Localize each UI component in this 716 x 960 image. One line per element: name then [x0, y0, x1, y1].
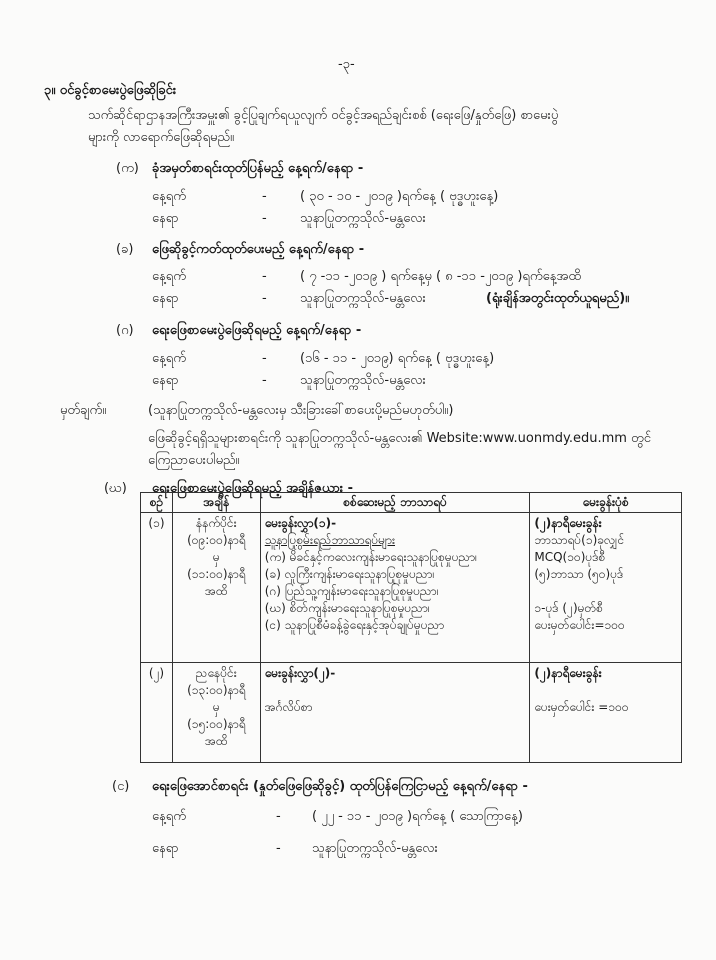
note-line-3: ကြေညာပေးပါမည်။	[148, 453, 240, 468]
item-nga-marker: (င)	[112, 779, 130, 794]
item-ka-place-label: နေရာ	[152, 211, 179, 226]
subject-item: (င) သူနာပြုစီမံခန့်ခွဲရေးနှင့်အုပ်ချုပ်မှုပညာ	[264, 618, 445, 632]
item-ga-place-value: သူနာပြုတက္ကသိုလ်-မန္တလေး	[300, 373, 426, 388]
item-nga-date-value: ( ၂၂ - ၁၁ - ၂၀၁၉ )ရက်နေ့ ( သောကြာနေ့)	[312, 809, 523, 824]
dash: -	[262, 189, 267, 204]
item-ga-date-value: (၁၆ - ၁၁ - ၂၀၁၉) ရက်နေ့ ( ဗုဒ္ဓဟူးနေ့)	[300, 351, 495, 366]
item-ga-heading: ရေးဖြေစာမေးပွဲဖြေဆိုရမည့် နေ့ရက်/နေရာ -	[152, 323, 362, 338]
format-line: MCQ(၁၀)ပုဒ်စီ	[534, 550, 606, 564]
intro-line-2: များကို လာရောက်ဖြေဆိုရမည်။	[88, 130, 234, 145]
item-gha-heading: ရေးဖြေစာမေးပွဲဖြေဆိုရမည့် အချိန်ဇယား -	[152, 481, 354, 496]
header-time: အချိန်	[172, 493, 260, 513]
item-ka-place-value: သူနာပြုတက္ကသိုလ်-မန္တလေး	[300, 211, 426, 226]
item-ka-heading: ခုံအမှတ်စာရင်းထုတ်ပြန်မည့် နေ့ရက်/နေရာ -	[152, 161, 364, 176]
note-line-2: ဖြေဆိုခွင့်ရရှိသူများစာရင်းကို သူနာပြုတက္ကသိုလ်-မန္တလေး၏ Website:www.uonmdy.edu.mm တွင်	[148, 431, 651, 446]
format-line: ပေးမှတ်ပေါင်း =၁၀၀	[534, 700, 629, 714]
row-format	[530, 513, 682, 663]
header-subject: စစ်ဆေးမည့် ဘာသာရပ်	[260, 493, 530, 513]
dash: -	[276, 841, 281, 856]
subject-title: မေးခွန်းလွှာ(၂)-	[264, 666, 336, 680]
time-line: မှ	[212, 700, 220, 714]
item-kha-date-label: နေ့ရက်	[152, 269, 186, 284]
time-line: (၁၃:၀၀)နာရီ	[187, 683, 246, 697]
subject-item: (ဂ) ပြည်သူ့ကျန်းမာရေးသူနာပြုစုမှုပညာ၊	[264, 584, 439, 598]
item-nga-heading: ရေးဖြေအောင်စာရင်း (နှုတ်ဖြေဖြေဆိုခွင့်) ထုတ်ပြန်ကြေငြာမည့် နေ့ရက်/နေရာ -	[152, 779, 528, 794]
item-ka-date-value: ( ၃၀ - ၁၀ - ၂၀၁၉ )ရက်နေ့ ( ဗုဒ္ဓဟူးနေ့)	[300, 189, 499, 204]
time-line: (၁၅:၀၀)နာရီ	[187, 717, 246, 731]
subject-item: အင်္ဂလိပ်စာ	[264, 700, 313, 714]
row-subject	[260, 663, 530, 763]
item-nga-place-value: သူနာပြုတက္ကသိုလ်-မန္တလေး	[312, 841, 438, 856]
subject-item	[265, 682, 526, 699]
note-line-1: (သူနာပြုတက္ကသိုလ်-မန္တလေးမှ သီးခြားခေါ်စာပေးပို့မည်မဟုတ်ပါ။)	[148, 403, 454, 418]
format-line	[534, 583, 677, 600]
format-line: ၁-ပုဒ် (၂)မှတ်စီ	[534, 601, 603, 615]
item-ka-date-label: နေ့ရက်	[152, 189, 186, 204]
subject-item: (ဃ) စိတ်ကျန်းမာရေးသူနာပြုစုမှုပညာ၊	[264, 601, 430, 615]
row-time	[172, 513, 260, 663]
item-ga-place-label: နေရာ	[152, 373, 179, 388]
row-format	[530, 663, 682, 763]
page-number: -၃-	[338, 57, 355, 72]
format-line: (၂)နာရီမေးခွန်း	[534, 516, 602, 530]
subject-item: (က) မိခင်နှင့်ကလေးကျန်းမာရေးသူနာပြုစုမှုပညာ၊	[264, 550, 477, 564]
dash: -	[262, 269, 267, 284]
subject-item: (ခ) လူကြီးကျန်းမာရေးသူနာပြုစုမှုပညာ၊	[264, 567, 435, 581]
dash: -	[262, 211, 267, 226]
format-line: ဘာသာရပ်(၁)ခုလျှင်	[534, 533, 625, 547]
section-title: ၃။ ဝင်ခွင့်စာမေးပွဲဖြေဆိုခြင်း	[44, 83, 177, 98]
row-subject	[260, 513, 530, 663]
table-header-row	[141, 493, 682, 513]
item-ga-marker: (ဂ)	[116, 323, 134, 338]
intro-line-1: သက်ဆိုင်ရာဌာနအကြီးအမှူး၏ ခွင့်ပြုချက်ရယူလျက် ဝင်ခွင့်အရည်ချင်းစစ် (ရေးဖြေ/နှုတ်ဖြေ) စာမေးပွဲ	[88, 108, 559, 123]
format-line: (၂)နာရီမေးခွန်း	[534, 666, 602, 680]
dash: -	[276, 809, 281, 824]
item-nga-place-label: နေရာ	[152, 841, 179, 856]
table-row	[141, 663, 682, 763]
format-line: ပေးမှတ်ပေါင်း=၁၀၀	[534, 618, 625, 632]
time-line: အထိ	[205, 584, 228, 598]
row-no: (၂)	[141, 663, 173, 763]
note-label: မှတ်ချက်။	[60, 403, 107, 418]
item-kha-place-note: (ရုံးချိန်အတွင်းထုတ်ယူရမည်)။	[486, 291, 630, 306]
time-line: အထိ	[205, 734, 228, 748]
subject-subtitle: သူနာပြုစွမ်းရည်ဘာသာရပ်များ	[264, 533, 396, 547]
format-line	[534, 682, 677, 699]
table-row	[141, 513, 682, 663]
time-line: မှ	[212, 550, 220, 564]
item-kha-marker: (ခ)	[116, 242, 134, 257]
format-line: (၅)ဘာသာ (၅၀)ပုဒ်	[534, 567, 624, 581]
item-ga-date-label: နေ့ရက်	[152, 351, 186, 366]
time-line: ညနေပိုင်း	[195, 666, 237, 680]
item-ka-marker: (က)	[116, 161, 139, 176]
row-time	[172, 663, 260, 763]
dash: -	[262, 291, 267, 306]
header-format: မေးခွန်းပုံစံ	[530, 493, 682, 513]
dash: -	[262, 351, 267, 366]
item-gha-marker: (ဃ)	[104, 481, 127, 496]
time-line: နံနက်ပိုင်း	[195, 516, 237, 530]
item-kha-date-value: ( ၇ -၁၁ -၂၀၁၉ ) ရက်နေ့မှ ( ၈ -၁၁ -၂၀၁၉ )ရက်နေ့အထိ	[300, 269, 581, 284]
header-no: စဉ်	[141, 493, 173, 513]
time-line: (၀၉:၀၀)နာရီ	[187, 533, 246, 547]
time-line: (၁၁:၀၀)နာရီ	[187, 567, 246, 581]
subject-title: မေးခွန်းလွှာ(၁)-	[264, 516, 337, 530]
row-no: (၁)	[141, 513, 173, 663]
exam-schedule-table	[140, 492, 682, 763]
dash: -	[262, 373, 267, 388]
item-kha-heading: ဖြေဆိုခွင့်ကတ်ထုတ်ပေးမည့် နေ့ရက်/နေရာ -	[152, 242, 365, 257]
item-kha-place-value: သူနာပြုတက္ကသိုလ်-မန္တလေး	[300, 291, 426, 306]
item-kha-place-label: နေရာ	[152, 291, 179, 306]
item-nga-date-label: နေ့ရက်	[152, 809, 186, 824]
